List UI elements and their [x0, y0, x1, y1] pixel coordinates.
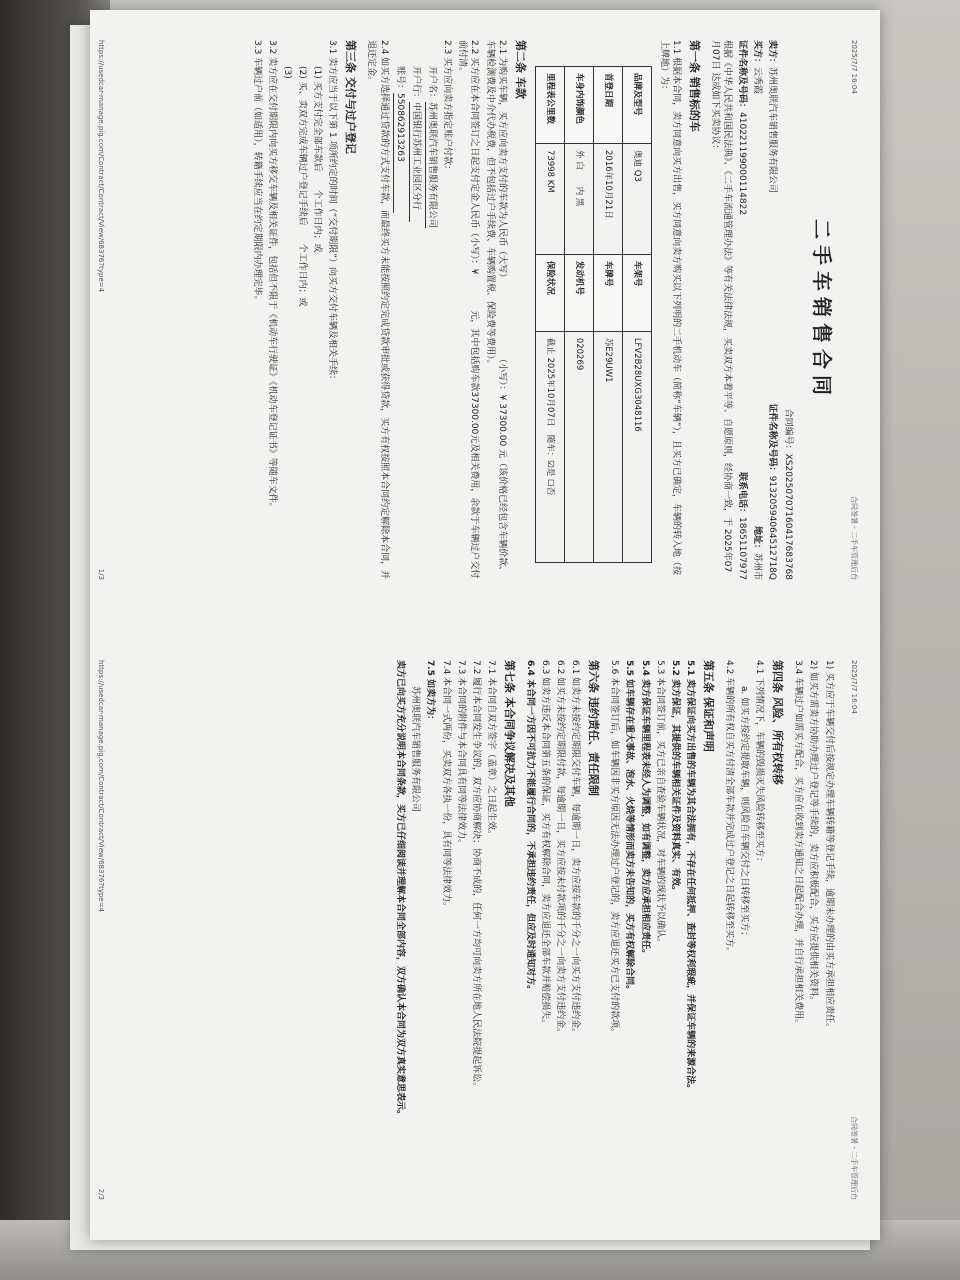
account-no: 550862913263 [393, 93, 406, 213]
article-4-heading: 第四条 风险、所有权转移 [771, 660, 785, 785]
clause-3-2: 3.2 卖方应在交付期限内向买方移交车辆及相关证件，包括但不限于《机动车行驶证》《机动车登记证书》等随车文件。 [266, 40, 277, 512]
table-row [535, 67, 564, 563]
cell-key: 车身内饰颜色 [564, 67, 593, 144]
cell-value: 苏E29UW1 [593, 331, 622, 562]
clause-6-1: 6.1 如卖方未按约定期限交付车辆，每逾期一日，卖方应按车款的千分之一向买方支付违约金。 [570, 660, 581, 1038]
clause-6-3: 6.3 如卖方违反本合同第五条的保证，买方有权解除合同，卖方应退还全部车款并赔偿损失。 [540, 660, 551, 1029]
clause-6-2: 6.2 如买方未按约定期限付款，每逾期一日，买方应按未付款项的千分之一向卖方支付违约金。 [555, 660, 566, 1038]
contract-title: 二手车销售合同 [809, 219, 834, 401]
clause-7-3: 7.3 本合同的附件与本合同具有同等法律效力。 [455, 660, 466, 849]
clause-5-6: 5.6 本合同签订后，如车辆因非买方原因无法办理过户登记的，卖方应退还买方已支付的款项。 [609, 660, 620, 1038]
footer-url: https://usedcar-manage.pig.com/Contract/Contract/View/68376?type=4 [97, 40, 106, 293]
article-5-heading: 第五条 保证和声明 [701, 660, 715, 752]
page-header [849, 660, 858, 1200]
clause-2-3: 2.3 买方应向卖方指定账户付款： [442, 40, 453, 175]
table-row [593, 67, 622, 563]
cell-key: 首登日期 [593, 67, 622, 144]
cell-value: LFV2B28UXG3048116 [622, 331, 651, 562]
clause-5-4: 5.4 卖方保证车辆里程表未经人为调整，如有调整，卖方应承担相应责任。 [639, 660, 650, 959]
cell-value: 外 白 内 黑 [564, 144, 593, 255]
address: 苏州市 [752, 552, 763, 580]
article-6-heading: 第六条 违约责任、责任限制 [587, 660, 601, 796]
cell-value: 73998 KM [535, 144, 564, 255]
clause-5-2: 5.2 卖方保证，其提供的车辆相关证件及资料真实、有效。 [669, 660, 680, 896]
article-1-heading: 第一条 销售标的车 [687, 40, 701, 132]
table-row [622, 67, 651, 563]
print-source: 合同签署 - 二手车管理后台 [850, 496, 858, 580]
closing-statement: 卖方已向买方充分说明本合同条款，买方已仔细阅读并理解本合同全部内容，双方确认本合同为双方真实意思表示。 [395, 660, 406, 1120]
page-footer [96, 660, 105, 1200]
phone-label: 联系电话： [737, 471, 748, 517]
buyer-name: 云秀霞 [752, 67, 763, 95]
page-header [849, 40, 858, 580]
bank-row [409, 66, 422, 580]
contract-page-1 [90, 10, 880, 610]
contract-page-2 [90, 630, 880, 1230]
clause-intro-1: 1) 买方应于车辆交付后按规定办理车辆转籍等登记手续，逾期未办理的由买方承担相应责任。 [823, 660, 834, 1033]
clause-7-4: 7.4 本合同一式两份，买卖双方各执一份，具有同等法律效力。 [440, 660, 451, 912]
seller-label: 卖方： [767, 40, 778, 68]
seller-row [766, 40, 778, 580]
account-name-row [425, 66, 438, 580]
bank-name: 中国银行苏州工业园区分行 [409, 102, 422, 222]
clause-6-4: 6.4 本合同一方因不可抗力不能履行合同的，不承担违约责任，但应及时通知对方。 [524, 660, 535, 995]
page-footer [96, 40, 105, 580]
buyer-id: 410221199000114822 [737, 112, 748, 216]
clause-3-1: 3.1 卖方应当于以下第 1 项所约定的时间（“交付期限”）向买方交付车辆及相关手续： [327, 40, 338, 384]
page-number: 2/3 [97, 1188, 106, 1200]
clause-4-2: 4.2 车辆的所有权自买方付清全部车款并完成过户登记之日起转移至买方。 [724, 660, 735, 957]
clause-3-3: 3.3 车辆过户前（如适用），转籍手续应当在约定期限内办理完毕。 [251, 40, 262, 305]
cell-value: 截止 2025年10月07日 随车：☑是 ☐否 [535, 331, 564, 562]
cell-value: 020269 [564, 331, 593, 562]
contract-no: XS20250707160417683768 [782, 453, 793, 580]
contract-no-row [781, 40, 793, 580]
cell-value: 2016年10月21日 [593, 144, 622, 255]
clause-intro-2: 2) 如买方需卖方协助办理过户登记等手续的，卖方应积极配合，买方应提供相关资料。 [808, 660, 819, 1006]
account-no-row [393, 66, 406, 580]
buyer-label: 买方： [752, 40, 763, 68]
page-number: 1/3 [97, 568, 106, 580]
print-time: 2025/7/7 16:04 [850, 660, 858, 714]
clause-3-4: 3.4 车辆过户如需买方配合，买方应在收到卖方通知之日起配合办理，并自行承担相关费用。 [793, 660, 804, 1029]
clause-7-1: 7.1 本合同自双方签字（盖章）之日起生效。 [485, 660, 496, 840]
clause-4-1: 4.1 下列情况下，车辆的毁损灭失风险转移至买方： [754, 660, 765, 867]
cell-key: 品牌及型号 [622, 67, 651, 144]
contract-content-rotated [90, 10, 880, 1240]
clause-7-5-text: 苏州奥联汽车销售服务有限公司 [410, 686, 421, 813]
seller-name: 苏州奥联汽车销售服务有限公司 [767, 67, 778, 194]
cell-key: 车牌号 [593, 254, 622, 331]
footer-url: https://usedcar-manage.pig.com/Contract/Contract/View/68376?type=4 [97, 660, 106, 913]
clause-7-2: 7.2 履行本合同发生争议的，双方应协商解决；协商不成的，任何一方均可向卖方所在地人民法院提起诉讼。 [470, 660, 481, 1092]
article-7-heading: 第七条 本合同争议解决及其他 [502, 660, 516, 807]
clause-4-1-a: a. 如买方按约定提取车辆，则风险自车辆交付之日转移至买方； [739, 686, 750, 941]
print-source: 合同签署 - 二手车管理后台 [850, 1116, 858, 1200]
account-no-label: 账号： [394, 66, 405, 94]
clause-2-4: 2.4 如买方选择通过贷款的方式支付车款，而最终买方未能按照约定完成贷款审批或获得贷款，买方有权按照本合同约定解除本合同，并退还定金。 [366, 40, 389, 580]
contract-no-label: 合同编号： [782, 408, 793, 454]
clause-1-1: 1.1 根据本合同，卖方同意向买方出售，买方同意向卖方购买以下列明的二手机动车（简称“车辆”），且买方已确定，车辆的转入地（按上牌地）为： [658, 40, 681, 576]
account-name: 苏州奥联汽车销售服务有限公司 [425, 102, 438, 228]
article-2-heading: 第二条 车款 [513, 40, 527, 99]
bank-label: 开户行： [410, 66, 421, 103]
seller-id: 91320594064512718Q [767, 475, 778, 580]
article-3-heading: 第三条 交付与过户登记 [344, 40, 358, 154]
clause-3-1-1: (1) 买方支付完全部车款后 个工作日内；或 [312, 66, 323, 253]
address-label: 地址： [752, 525, 763, 553]
clause-5-1: 5.1 卖方保证向买方出售的车辆为其合法拥有，不存在任何抵押、查封等权利瑕疵，并保证车辆的来源合法。 [685, 660, 696, 1094]
buyer-row [751, 40, 763, 580]
phone: 18651107977 [737, 517, 748, 580]
print-time: 2025/7/7 16:04 [850, 40, 858, 94]
cell-key: 车架号 [622, 254, 651, 331]
clause-3-1-3: (3) [282, 66, 293, 79]
clause-5-5: 5.5 如车辆存在重大事故、泡水、火烧等情形而卖方未告知的，买方有权解除合同。 [624, 660, 635, 995]
clause-2-2: 2.2 买方应在本合同签订之日起支付定金人民币（小写）：¥ 元，其中包括购车款37300.00元及相关费用，余款于车辆过户交付前付清。 [457, 40, 480, 579]
clause-7-5: 7.5 如卖方为： [425, 660, 436, 725]
seller-id-label: 证件名称及号码： [767, 403, 778, 476]
account-name-label: 开户名： [427, 66, 438, 103]
clause-3-1-2: (2) 买、卖双方完成车辆过户登记手续后 个工作日内；或 [297, 66, 308, 307]
intro-paragraph: 根据《中华人民共和国民法典》、《二手车流通管理办法》等有关法律法规，买卖双方本着平等、自愿原则，经协商一致，于 2025年07月07日 达成如下买卖协议： [709, 40, 732, 573]
cell-key: 里程表公里数 [535, 67, 564, 144]
vehicle-info-table [535, 66, 652, 563]
cell-value: 奥迪 Q3 [622, 144, 651, 255]
cell-key: 保险状况 [535, 254, 564, 331]
clause-5-3: 5.3 本合同签订前，买方已亲自查验车辆状况，对车辆的现状予以确认。 [654, 660, 665, 948]
table-row [564, 67, 593, 563]
buyer-id-row [736, 40, 748, 580]
cell-key: 发动机号 [564, 254, 593, 331]
buyer-id-label: 证件名称及号码： [737, 40, 748, 113]
clause-2-1: 2.1 为购买车辆，买方应向卖方支付的车款为人民币（大写） （小写）：¥ 37300.00 元（该价格已经包含车辆价款、车辆检测费及中介代办税费，但不包括过户手续费、车辆购置税、保险费等费用）。 [484, 40, 507, 576]
